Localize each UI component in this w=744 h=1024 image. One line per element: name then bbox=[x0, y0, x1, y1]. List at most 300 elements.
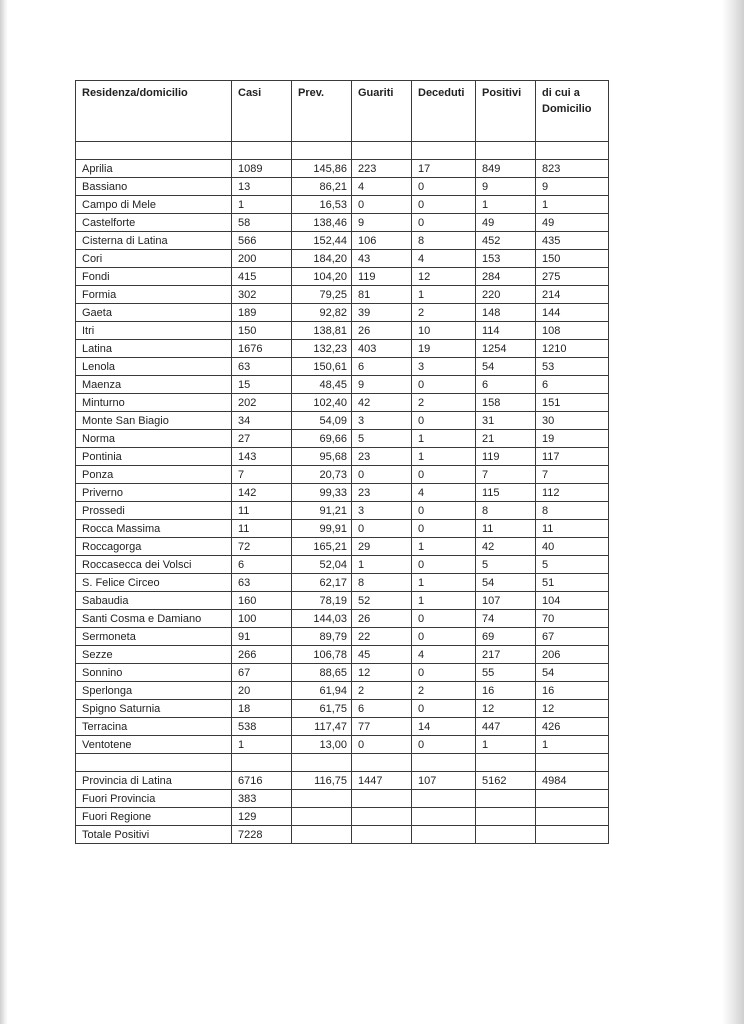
table-cell: 1 bbox=[536, 736, 609, 754]
table-cell: 823 bbox=[536, 160, 609, 178]
table-cell: 13,00 bbox=[292, 736, 352, 754]
table-cell: 5 bbox=[352, 430, 412, 448]
table-cell: 566 bbox=[232, 232, 292, 250]
table-cell: 426 bbox=[536, 718, 609, 736]
table-cell: 20,73 bbox=[292, 466, 352, 484]
table-cell: 5 bbox=[476, 556, 536, 574]
table-cell: Cisterna di Latina bbox=[76, 232, 232, 250]
table-cell: 89,79 bbox=[292, 628, 352, 646]
table-cell: 4 bbox=[412, 484, 476, 502]
header-prev: Prev. bbox=[292, 81, 352, 142]
table-cell: 0 bbox=[412, 214, 476, 232]
table-cell: 104 bbox=[536, 592, 609, 610]
table-cell: 153 bbox=[476, 250, 536, 268]
table-cell: 7 bbox=[476, 466, 536, 484]
table-cell: 55 bbox=[476, 664, 536, 682]
table-cell: 29 bbox=[352, 538, 412, 556]
table-cell: 106 bbox=[352, 232, 412, 250]
table-cell: 1 bbox=[476, 196, 536, 214]
table-cell: 88,65 bbox=[292, 664, 352, 682]
table-cell: 1254 bbox=[476, 340, 536, 358]
header-guariti: Guariti bbox=[352, 81, 412, 142]
table-cell: 1 bbox=[412, 286, 476, 304]
table-row bbox=[76, 322, 609, 340]
table-cell: 16 bbox=[476, 682, 536, 700]
table-cell: Sermoneta bbox=[76, 628, 232, 646]
table-cell bbox=[412, 826, 476, 844]
table-cell: 117 bbox=[536, 448, 609, 466]
table-cell: Minturno bbox=[76, 394, 232, 412]
table-cell: 9 bbox=[352, 376, 412, 394]
table-cell: 148 bbox=[476, 304, 536, 322]
table-cell: 99,91 bbox=[292, 520, 352, 538]
table-cell: 48,45 bbox=[292, 376, 352, 394]
table-cell: 3 bbox=[412, 358, 476, 376]
table-cell: 92,82 bbox=[292, 304, 352, 322]
table-row bbox=[76, 610, 609, 628]
table-cell: 49 bbox=[536, 214, 609, 232]
table-row bbox=[76, 664, 609, 682]
table-row bbox=[76, 376, 609, 394]
table-cell: 39 bbox=[352, 304, 412, 322]
table-cell: 202 bbox=[232, 394, 292, 412]
table-cell: 6716 bbox=[232, 772, 292, 790]
table-cell: 13 bbox=[232, 178, 292, 196]
table-cell: 9 bbox=[536, 178, 609, 196]
table-cell: 132,23 bbox=[292, 340, 352, 358]
table-cell: 19 bbox=[412, 340, 476, 358]
table-cell bbox=[292, 826, 352, 844]
table-cell: 6 bbox=[232, 556, 292, 574]
table-cell: Bassiano bbox=[76, 178, 232, 196]
table-cell: Terracina bbox=[76, 718, 232, 736]
table-cell: 138,81 bbox=[292, 322, 352, 340]
table-cell bbox=[412, 790, 476, 808]
table-cell: Fuori Regione bbox=[76, 808, 232, 826]
table-cell: 16,53 bbox=[292, 196, 352, 214]
table-cell: 158 bbox=[476, 394, 536, 412]
table-cell: 6 bbox=[352, 358, 412, 376]
table-cell: 217 bbox=[476, 646, 536, 664]
table-cell: 102,40 bbox=[292, 394, 352, 412]
table-cell: 95,68 bbox=[292, 448, 352, 466]
table-cell: 23 bbox=[352, 448, 412, 466]
table-cell: 3 bbox=[352, 412, 412, 430]
table-cell: 34 bbox=[232, 412, 292, 430]
table-row bbox=[76, 520, 609, 538]
table-cell: 8 bbox=[476, 502, 536, 520]
table-row bbox=[76, 340, 609, 358]
table-cell: 108 bbox=[536, 322, 609, 340]
table-cell: 7 bbox=[536, 466, 609, 484]
table-row bbox=[76, 250, 609, 268]
table-cell: 6 bbox=[476, 376, 536, 394]
table-cell: Sezze bbox=[76, 646, 232, 664]
total-row bbox=[76, 826, 609, 844]
table-cell: Rocca Massima bbox=[76, 520, 232, 538]
table-cell: 70 bbox=[536, 610, 609, 628]
table-cell: 61,94 bbox=[292, 682, 352, 700]
table-cell: 63 bbox=[232, 574, 292, 592]
table-row bbox=[76, 484, 609, 502]
table-cell: Prossedi bbox=[76, 502, 232, 520]
header-positivi: Positivi bbox=[476, 81, 536, 142]
table-cell: Campo di Mele bbox=[76, 196, 232, 214]
table-cell: Priverno bbox=[76, 484, 232, 502]
table-cell: 52,04 bbox=[292, 556, 352, 574]
table-row bbox=[76, 412, 609, 430]
table-cell: Cori bbox=[76, 250, 232, 268]
table-cell: 119 bbox=[352, 268, 412, 286]
table-cell: Monte San Biagio bbox=[76, 412, 232, 430]
table-cell: 165,21 bbox=[292, 538, 352, 556]
table-row bbox=[76, 178, 609, 196]
cases-table bbox=[75, 80, 609, 844]
table-cell bbox=[352, 826, 412, 844]
table-cell: 91 bbox=[232, 628, 292, 646]
table-row bbox=[76, 430, 609, 448]
table-cell: 114 bbox=[476, 322, 536, 340]
table-cell: 106,78 bbox=[292, 646, 352, 664]
table-cell: 284 bbox=[476, 268, 536, 286]
table-cell: Spigno Saturnia bbox=[76, 700, 232, 718]
table-row bbox=[76, 718, 609, 736]
table-cell: 4 bbox=[412, 646, 476, 664]
table-cell: 214 bbox=[536, 286, 609, 304]
table-cell: 17 bbox=[412, 160, 476, 178]
table-cell: 10 bbox=[412, 322, 476, 340]
table-cell: 184,20 bbox=[292, 250, 352, 268]
table-cell bbox=[352, 808, 412, 826]
table-cell: Castelforte bbox=[76, 214, 232, 232]
table-cell: 435 bbox=[536, 232, 609, 250]
table-cell: 403 bbox=[352, 340, 412, 358]
table-cell: Lenola bbox=[76, 358, 232, 376]
table-cell bbox=[292, 808, 352, 826]
table-cell: 12 bbox=[536, 700, 609, 718]
table-cell bbox=[536, 808, 609, 826]
table-cell: 21 bbox=[476, 430, 536, 448]
table-cell: 0 bbox=[412, 502, 476, 520]
table-row bbox=[76, 214, 609, 232]
table-cell: 1 bbox=[412, 538, 476, 556]
table-row bbox=[76, 394, 609, 412]
header-residenza: Residenza/domicilio bbox=[76, 81, 232, 142]
table-cell: 220 bbox=[476, 286, 536, 304]
table-cell: 15 bbox=[232, 376, 292, 394]
table-cell: 54 bbox=[536, 664, 609, 682]
table-cell: 144,03 bbox=[292, 610, 352, 628]
table-cell: 8 bbox=[412, 232, 476, 250]
table-cell: 23 bbox=[352, 484, 412, 502]
page-edge-right bbox=[722, 0, 744, 1024]
table-cell: 383 bbox=[232, 790, 292, 808]
table-cell: 1 bbox=[232, 196, 292, 214]
table-cell: Formia bbox=[76, 286, 232, 304]
table-cell: 62,17 bbox=[292, 574, 352, 592]
table-cell: 107 bbox=[476, 592, 536, 610]
table-cell: 31 bbox=[476, 412, 536, 430]
table-cell: 49 bbox=[476, 214, 536, 232]
table-cell: 119 bbox=[476, 448, 536, 466]
table-cell: 19 bbox=[536, 430, 609, 448]
table-cell: 11 bbox=[536, 520, 609, 538]
table-cell: 81 bbox=[352, 286, 412, 304]
table-cell: 1 bbox=[476, 736, 536, 754]
table-cell: 6 bbox=[352, 700, 412, 718]
table-cell: 42 bbox=[476, 538, 536, 556]
table-cell: 849 bbox=[476, 160, 536, 178]
table-cell: 112 bbox=[536, 484, 609, 502]
table-cell: 0 bbox=[352, 520, 412, 538]
table-cell: 0 bbox=[412, 700, 476, 718]
table-cell: 100 bbox=[232, 610, 292, 628]
table-cell: 0 bbox=[412, 376, 476, 394]
table-cell: 9 bbox=[476, 178, 536, 196]
table-row bbox=[76, 160, 609, 178]
table-cell: 43 bbox=[352, 250, 412, 268]
table-cell: 452 bbox=[476, 232, 536, 250]
table-cell: 107 bbox=[412, 772, 476, 790]
table-row bbox=[76, 448, 609, 466]
table-cell: 1089 bbox=[232, 160, 292, 178]
table-cell: 4 bbox=[352, 178, 412, 196]
table-cell: 2 bbox=[412, 682, 476, 700]
table-cell: 67 bbox=[232, 664, 292, 682]
table-cell: 150 bbox=[536, 250, 609, 268]
table-row bbox=[76, 556, 609, 574]
table-cell bbox=[292, 790, 352, 808]
table-cell: Fondi bbox=[76, 268, 232, 286]
table-cell: 42 bbox=[352, 394, 412, 412]
total-row bbox=[76, 790, 609, 808]
table-cell: 9 bbox=[352, 214, 412, 232]
table-cell bbox=[476, 790, 536, 808]
table-cell: Roccasecca dei Volsci bbox=[76, 556, 232, 574]
table-cell: 160 bbox=[232, 592, 292, 610]
table-cell: Fuori Provincia bbox=[76, 790, 232, 808]
table-cell: 0 bbox=[412, 736, 476, 754]
table-cell: 1 bbox=[352, 556, 412, 574]
table-cell: 7 bbox=[232, 466, 292, 484]
table-cell: 1 bbox=[412, 592, 476, 610]
table-cell: 538 bbox=[232, 718, 292, 736]
table-cell: 115 bbox=[476, 484, 536, 502]
table-cell: Aprilia bbox=[76, 160, 232, 178]
table-cell: 1676 bbox=[232, 340, 292, 358]
table-cell: 266 bbox=[232, 646, 292, 664]
table-cell bbox=[352, 790, 412, 808]
table-cell: 0 bbox=[412, 178, 476, 196]
table-cell: 3 bbox=[352, 502, 412, 520]
table-cell: 7228 bbox=[232, 826, 292, 844]
page-edge-left bbox=[0, 0, 8, 1024]
table-cell: 0 bbox=[352, 466, 412, 484]
table-cell: Norma bbox=[76, 430, 232, 448]
table-cell: 12 bbox=[412, 268, 476, 286]
table-cell: 8 bbox=[536, 502, 609, 520]
table-cell: 0 bbox=[412, 466, 476, 484]
table-cell: 79,25 bbox=[292, 286, 352, 304]
table-cell: Totale Positivi bbox=[76, 826, 232, 844]
table-cell: 6 bbox=[536, 376, 609, 394]
table-cell: S. Felice Circeo bbox=[76, 574, 232, 592]
table-cell: Maenza bbox=[76, 376, 232, 394]
table-cell: 275 bbox=[536, 268, 609, 286]
table-cell: 150,61 bbox=[292, 358, 352, 376]
table-cell: 54,09 bbox=[292, 412, 352, 430]
table-row bbox=[76, 196, 609, 214]
table-row bbox=[76, 232, 609, 250]
table-cell: 18 bbox=[232, 700, 292, 718]
table-row bbox=[76, 358, 609, 376]
table-cell: 1 bbox=[412, 448, 476, 466]
table-cell: 104,20 bbox=[292, 268, 352, 286]
table-cell: 2 bbox=[412, 394, 476, 412]
table-cell bbox=[536, 826, 609, 844]
table-cell: 54 bbox=[476, 358, 536, 376]
table-cell: 40 bbox=[536, 538, 609, 556]
table-row bbox=[76, 304, 609, 322]
table-cell: 0 bbox=[412, 610, 476, 628]
table-row bbox=[76, 736, 609, 754]
table-cell bbox=[412, 808, 476, 826]
table-row bbox=[76, 466, 609, 484]
table-cell: 77 bbox=[352, 718, 412, 736]
table-cell: 30 bbox=[536, 412, 609, 430]
table-cell: Sperlonga bbox=[76, 682, 232, 700]
header-domicilio: di cui a Domicilio bbox=[536, 81, 609, 142]
table-row bbox=[76, 538, 609, 556]
total-row bbox=[76, 772, 609, 790]
table-cell: 11 bbox=[232, 502, 292, 520]
table-cell: 2 bbox=[352, 682, 412, 700]
table-cell: Itri bbox=[76, 322, 232, 340]
table-row bbox=[76, 574, 609, 592]
table-cell: 1 bbox=[232, 736, 292, 754]
table-cell: 69,66 bbox=[292, 430, 352, 448]
table-cell: 16 bbox=[536, 682, 609, 700]
table-cell: 99,33 bbox=[292, 484, 352, 502]
table-cell: 45 bbox=[352, 646, 412, 664]
table-row bbox=[76, 646, 609, 664]
table-cell: Sonnino bbox=[76, 664, 232, 682]
table-cell: 145,86 bbox=[292, 160, 352, 178]
table-cell: 61,75 bbox=[292, 700, 352, 718]
table-cell: 223 bbox=[352, 160, 412, 178]
table-row bbox=[76, 628, 609, 646]
table-cell: 1 bbox=[412, 430, 476, 448]
table-cell: 12 bbox=[352, 664, 412, 682]
table-cell: 144 bbox=[536, 304, 609, 322]
table-cell: 0 bbox=[352, 736, 412, 754]
table-cell: Roccagorga bbox=[76, 538, 232, 556]
table-cell: 129 bbox=[232, 808, 292, 826]
table-cell: 78,19 bbox=[292, 592, 352, 610]
table-cell: 26 bbox=[352, 322, 412, 340]
table-cell: 69 bbox=[476, 628, 536, 646]
table-cell: 200 bbox=[232, 250, 292, 268]
table-cell: 0 bbox=[412, 412, 476, 430]
table-row bbox=[76, 502, 609, 520]
table-cell: Gaeta bbox=[76, 304, 232, 322]
table-cell: 72 bbox=[232, 538, 292, 556]
table-cell: Ponza bbox=[76, 466, 232, 484]
table-cell: Santi Cosma e Damiano bbox=[76, 610, 232, 628]
table-cell: 138,46 bbox=[292, 214, 352, 232]
table-cell: 53 bbox=[536, 358, 609, 376]
table-cell: 12 bbox=[476, 700, 536, 718]
table-row bbox=[76, 286, 609, 304]
table-cell: 152,44 bbox=[292, 232, 352, 250]
table-cell: 27 bbox=[232, 430, 292, 448]
table-cell: Latina bbox=[76, 340, 232, 358]
table-cell: 117,47 bbox=[292, 718, 352, 736]
table-cell: 63 bbox=[232, 358, 292, 376]
table-cell: 1210 bbox=[536, 340, 609, 358]
table-row bbox=[76, 700, 609, 718]
table-cell: 2 bbox=[412, 304, 476, 322]
table-cell: 189 bbox=[232, 304, 292, 322]
table-cell: 8 bbox=[352, 574, 412, 592]
table-cell: 1 bbox=[536, 196, 609, 214]
table-cell: 11 bbox=[232, 520, 292, 538]
table-cell bbox=[476, 808, 536, 826]
table-cell: 52 bbox=[352, 592, 412, 610]
table-cell: 4984 bbox=[536, 772, 609, 790]
table-cell: 4 bbox=[412, 250, 476, 268]
table-cell bbox=[536, 790, 609, 808]
table-cell: 0 bbox=[412, 520, 476, 538]
table-cell: 1 bbox=[412, 574, 476, 592]
table-cell: 26 bbox=[352, 610, 412, 628]
table-cell: 51 bbox=[536, 574, 609, 592]
header-row bbox=[76, 81, 609, 142]
table-cell: 58 bbox=[232, 214, 292, 232]
table-cell: 74 bbox=[476, 610, 536, 628]
table-cell bbox=[476, 826, 536, 844]
table-cell: 0 bbox=[352, 196, 412, 214]
table-cell: 67 bbox=[536, 628, 609, 646]
table-cell: 14 bbox=[412, 718, 476, 736]
header-casi: Casi bbox=[232, 81, 292, 142]
table-cell: 151 bbox=[536, 394, 609, 412]
table-cell: 86,21 bbox=[292, 178, 352, 196]
table-cell: 415 bbox=[232, 268, 292, 286]
table-cell: 142 bbox=[232, 484, 292, 502]
table-cell: 5162 bbox=[476, 772, 536, 790]
table-cell: Sabaudia bbox=[76, 592, 232, 610]
table-cell: 0 bbox=[412, 628, 476, 646]
spacer-row bbox=[76, 142, 609, 160]
spacer-row bbox=[76, 754, 609, 772]
table-cell: 20 bbox=[232, 682, 292, 700]
total-row bbox=[76, 808, 609, 826]
table-cell: 302 bbox=[232, 286, 292, 304]
table-cell: 5 bbox=[536, 556, 609, 574]
table-cell: 11 bbox=[476, 520, 536, 538]
table-cell: 447 bbox=[476, 718, 536, 736]
table-cell: 143 bbox=[232, 448, 292, 466]
table-cell: 116,75 bbox=[292, 772, 352, 790]
table-row bbox=[76, 268, 609, 286]
table-cell: Ventotene bbox=[76, 736, 232, 754]
table-cell: 206 bbox=[536, 646, 609, 664]
table-cell: Pontinia bbox=[76, 448, 232, 466]
table-cell: Provincia di Latina bbox=[76, 772, 232, 790]
table-cell: 54 bbox=[476, 574, 536, 592]
table-cell: 0 bbox=[412, 664, 476, 682]
